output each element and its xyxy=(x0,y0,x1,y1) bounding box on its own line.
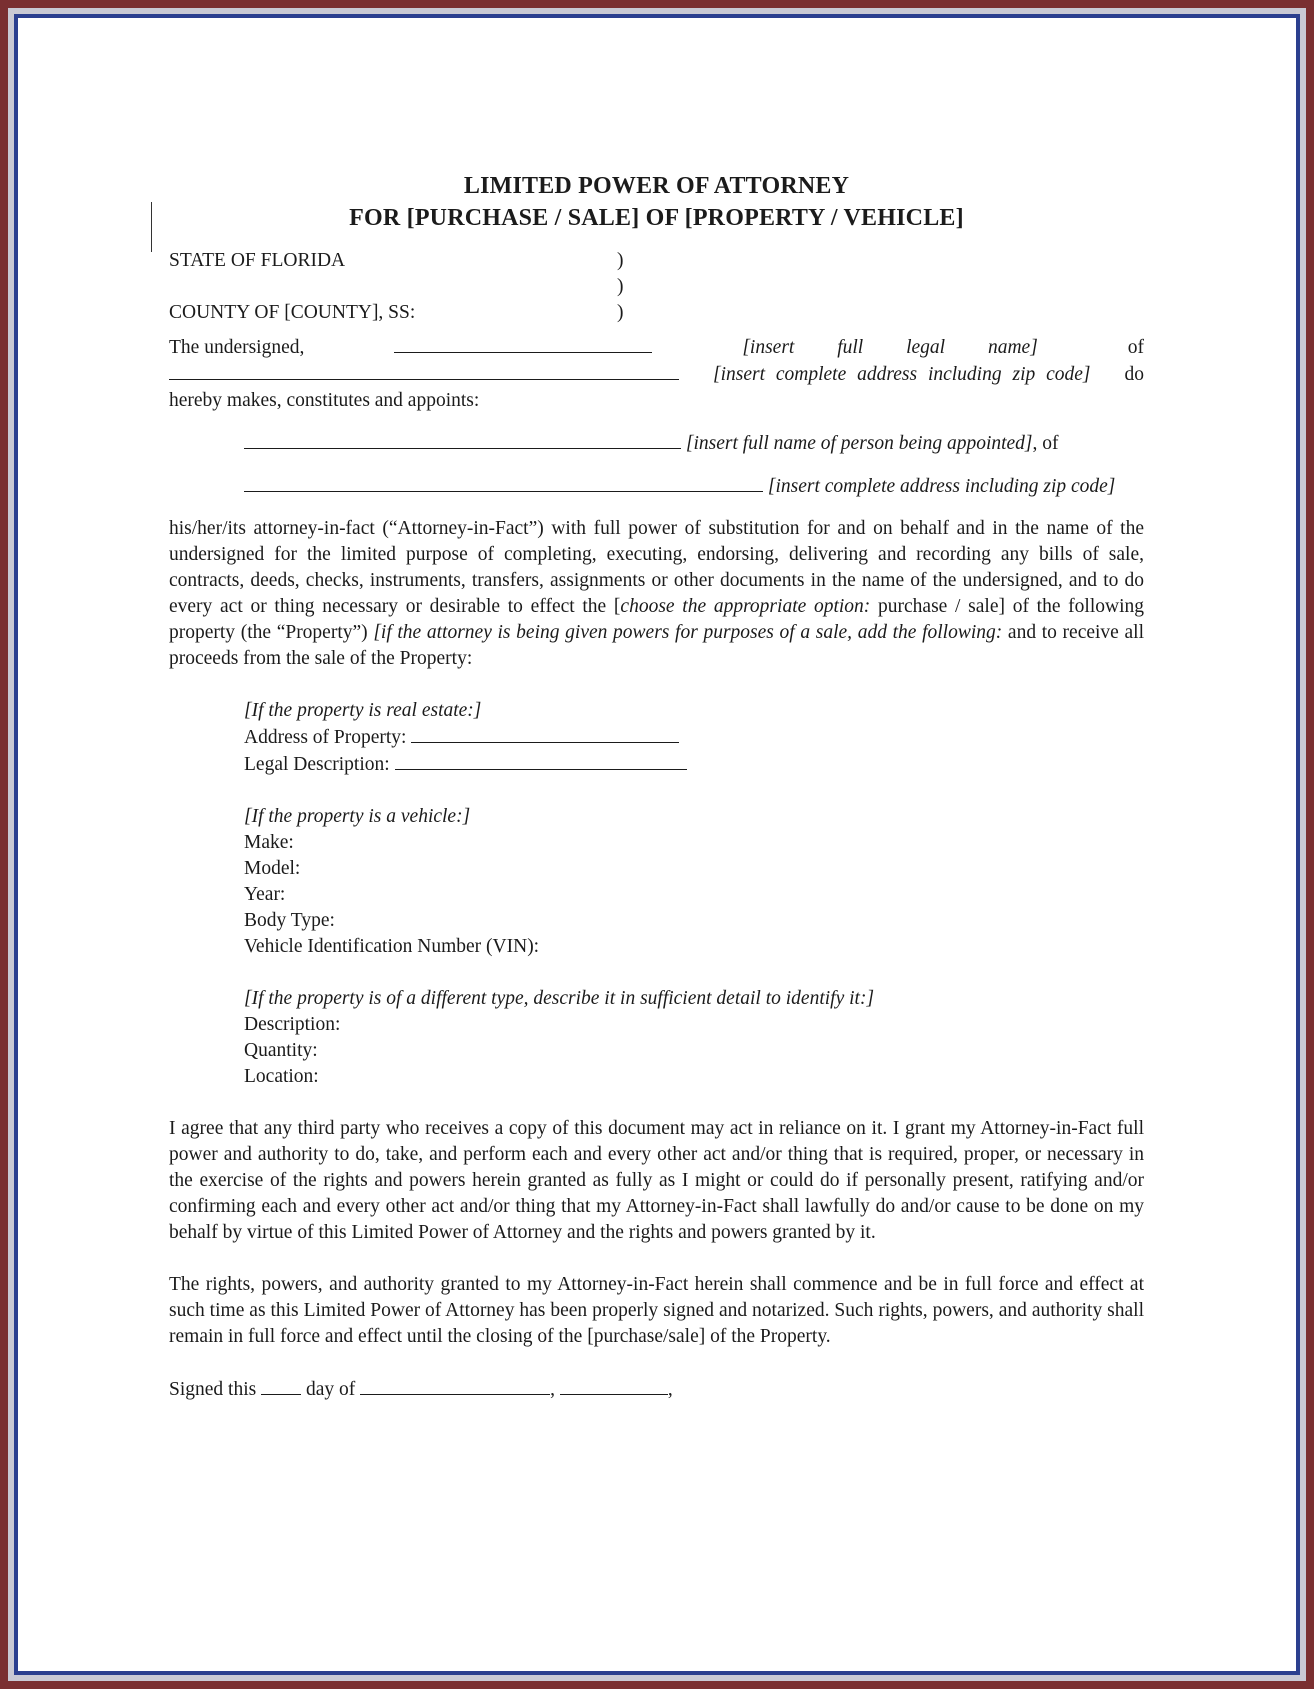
legal-name-blank[interactable] xyxy=(394,334,652,353)
document-content xyxy=(169,170,1144,1403)
other-property-field: Description: xyxy=(244,1014,341,1035)
caption-paren: ) xyxy=(617,276,624,297)
other-property-section xyxy=(244,986,1144,1090)
vehicle-section xyxy=(244,804,1144,960)
vehicle-heading: [If the property is a vehicle:] xyxy=(244,806,471,827)
appointee-address-line xyxy=(244,473,1144,500)
day-blank[interactable] xyxy=(261,1376,301,1395)
real-estate-heading: [If the property is real estate:] xyxy=(244,700,482,721)
address-blank[interactable] xyxy=(169,361,679,380)
intro-paragraph xyxy=(169,334,1144,414)
grant-text-2: purchase / sale] of the following property (the “Property”) xyxy=(169,596,1145,643)
legal-description-label: Legal Description: xyxy=(244,754,390,775)
comma-text: , xyxy=(550,1379,555,1400)
do-text: do xyxy=(1124,364,1144,385)
state-label: STATE OF FLORIDA xyxy=(169,250,346,271)
address-of-property-line xyxy=(244,724,1144,751)
duration-paragraph: The rights, powers, and authority granted to my Attorney-in-Fact herein shall commence and be in full force and effect at such time as this Limited Power of Attorney has been properly signed and notarized. Such rights, powers, and authority shall remain in full force and effect until the closing of the [purchase/sale] of the Property. xyxy=(169,1274,1144,1347)
venue-caption xyxy=(169,248,1144,328)
vehicle-field: Model: xyxy=(244,858,301,879)
choose-option-hint: choose the appropriate option: xyxy=(620,596,871,617)
legal-description-blank[interactable] xyxy=(395,751,687,770)
other-property-heading: [If the property is of a different type, describe it in sufficient detail to identify it:] xyxy=(244,988,875,1009)
title-line-1: LIMITED POWER OF ATTORNEY xyxy=(463,173,850,199)
vehicle-field: Make: xyxy=(244,832,294,853)
comma-text: , xyxy=(667,1379,673,1400)
appointee-address-blank[interactable] xyxy=(244,473,763,492)
title-line-2: FOR [PURCHASE / SALE] OF [PROPERTY / VEHICLE] xyxy=(349,205,964,231)
legal-description-line xyxy=(244,751,1144,778)
reliance-paragraph: I agree that any third party who receives a copy of this document may act in reliance on it. I grant my Attorney-in-Fact full power and authority to do, take, and perform each and every other act and/or thing that is required, proper, or necessary in the exercise of the rights and powers herein granted as fully as I might or could do if personally present, ratifying and/or confirming each and every other act and/or thing that my Attorney-in-Fact shall lawfully do and/or cause to be done on my behalf by virtue of this Limited Power of Attorney and the rights and powers granted by it. xyxy=(169,1118,1144,1243)
other-property-field: Location: xyxy=(244,1066,319,1087)
appointee-name-suffix: , of xyxy=(1032,433,1059,454)
the-undersigned-text: The undersigned, xyxy=(169,337,305,358)
caption-paren: ) xyxy=(617,250,624,271)
address-of-property-blank[interactable] xyxy=(411,724,679,743)
legal-name-hint: [insert full legal name] xyxy=(742,337,1038,358)
appoints-text: hereby makes, constitutes and appoints: xyxy=(169,390,480,411)
real-estate-section xyxy=(244,698,1144,778)
signed-this-text: Signed this xyxy=(169,1379,257,1400)
vehicle-field: Vehicle Identification Number (VIN): xyxy=(244,936,540,957)
vehicle-field: Body Type: xyxy=(244,910,335,931)
caption-paren: ) xyxy=(617,302,624,323)
grant-text-3: and to receive all proceeds from the sale of the Property: xyxy=(169,622,1144,669)
month-blank[interactable] xyxy=(360,1376,550,1395)
appointee-name-hint: [insert full name of person being appointed] xyxy=(685,433,1033,454)
of-text: of xyxy=(1127,337,1144,358)
appointee-name-blank[interactable] xyxy=(244,430,681,449)
vehicle-field: Year: xyxy=(244,884,286,905)
address-of-property-label: Address of Property: xyxy=(244,727,407,748)
address-hint: [insert complete address including zip code] xyxy=(712,364,1091,385)
appointee-name-line xyxy=(244,430,1144,457)
day-of-text: day of xyxy=(305,1379,356,1400)
grant-paragraph xyxy=(169,516,1144,672)
grant-text-1: his/her/its attorney-in-fact (“Attorney-in-Fact”) with full power of substitution for and on behalf and in the name of the undersigned for the limited purpose of completing, executing, endorsing, delivering and recording any bills of sale, contracts, deeds, checks, instruments, transfers, assignments or other documents in the name of the undersigned, and to do every act or thing necessary or desirable to effect the [ xyxy=(169,518,1144,617)
signature-date-line xyxy=(169,1376,1144,1403)
appointee-address-hint: [insert complete address including zip code] xyxy=(767,476,1116,497)
year-blank[interactable] xyxy=(560,1376,668,1395)
county-label: COUNTY OF [COUNTY], SS: xyxy=(169,302,416,323)
margin-change-bar xyxy=(151,202,152,252)
if-sale-hint: [if the attorney is being given powers for purposes of a sale, add the following: xyxy=(373,622,1003,643)
other-property-field: Quantity: xyxy=(244,1040,318,1061)
